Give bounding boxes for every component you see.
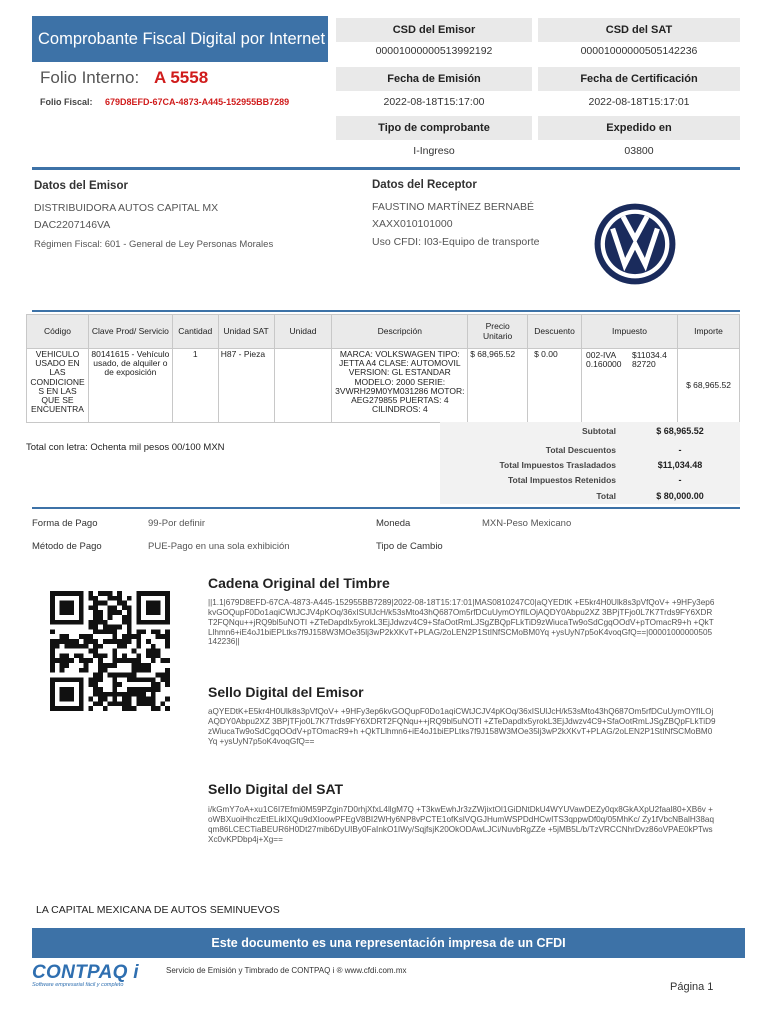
expedido-en-value: 03800	[624, 145, 654, 157]
folio-interno	[40, 68, 208, 88]
total-descuentos-label: Total Descuentos	[545, 445, 616, 455]
col-unidad-sat: Unidad SAT	[218, 315, 274, 349]
sello-emisor-body: aQYEDtK+E5kr4H0Ulk8s3pVfQoV+ +9HFy3ep6kvGOQupF0Do1aqiCWtJCJV4pKOq/36xISUlJcH/k53sMto43hQ687Om5rfDCuUymOYfILOjAQDY0Abpu2XZ 3BPjTFjo0L7K7Trds9FY6XDRT2FQNqu++jRQ9bl5uNOTI +ZTeDapdlx5yrokL3EjJdwzv4C9+SfaOotRmLJSgZBQpFLkTiD9zWiucaTw9oSdCgqOOdV+pTOmacR9+h +QkTLlhmn6+iE4oJ1biEPLtks7f9J158W3MOe35lj3wP2kXKvT+PLAG/2oLEN2P1StINfSCMoBM0Yq +ysUyN7p5oK4voqGfQ==	[208, 707, 716, 746]
fecha-emision-value: 2022-08-18T15:17:00	[383, 96, 485, 108]
header-divider	[32, 167, 740, 170]
total-value: $ 80,000.00	[656, 491, 704, 501]
forma-pago-value: 99-Por definir	[148, 518, 206, 529]
expedido-en-label: Expedido en	[538, 116, 740, 140]
impuesto-monto: $11034.4 82720	[632, 350, 667, 370]
company-footer-name: LA CAPITAL MEXICANA DE AUTOS SEMINUEVOS	[36, 904, 280, 916]
total-retenidos-label: Total Impuestos Retenidos	[508, 475, 616, 485]
impuesto-tipo: 002-IVA 0.160000	[586, 350, 622, 370]
receptor-title: Datos del Receptor	[372, 179, 477, 191]
cell-importe: $ 68,965.52	[678, 349, 740, 423]
col-importe: Importe	[678, 315, 740, 349]
col-codigo: Código	[27, 315, 89, 349]
contpaq-logo-icon	[32, 962, 139, 988]
cadena-original-body: ||1.1|679D8EFD-67CA-4873-A445-152955BB7289|2022-08-18T15:17:01|MAS0810247C0|aQYEDtK +E5kr4H0Ulk8s3pVfQoV+ +9HFy3ep6kvGOQupF0Do1aqiCWtJCJV4pKOq/36xISUlJcH/k53sMto43hQ687Om5rfDCuUymOYfILOjAQDY0Abpu2XZ 3BPjTFjo0L7K7Trds9FY6XDRT2FQNqu++jRQ9bl5uNOTI +ZTeDapdlx5yrokL3EjJdwzv4C9+SfaOotRmLJSgZBQpFLkTiD9zWiucaTw9oSdCgqOOdV+pTOmacR9+h +QkTLlhmn6+iE4oJ1biEPLtks7f9J158W3MOe35lj3wP2kXKvT+PLAG/2oLEN2P1StINfSCMoBM0Yq +ysUyN7p5oK4voqGfQ==|00001000000505142236||	[208, 598, 715, 647]
total-con-letra: Total con letra: Ochenta mil pesos 00/100 MXN	[26, 442, 225, 453]
subtotal-value: $ 68,965.52	[656, 426, 704, 436]
cell-codigo: VEHICULO USADO EN LAS CONDICIONE S EN LAS QUE SE ENCUENTRA	[27, 349, 89, 423]
cell-clave: 80141615 - Vehículo usado, de alquiler o de exposición	[88, 349, 172, 423]
volkswagen-logo-icon	[592, 201, 678, 287]
sello-sat-title: Sello Digital del SAT	[208, 781, 344, 797]
col-clave: Clave Prod/ Servicio	[88, 315, 172, 349]
forma-pago-label: Forma de Pago	[32, 518, 98, 529]
col-impuesto: Impuesto	[582, 315, 678, 349]
total-trasladados-value: $11,034.48	[657, 460, 703, 470]
csd-emisor-value: 00001000000513992192	[375, 45, 493, 57]
cell-descripcion: MARCA: VOLKSWAGEN TIPO: JETTA A4 CLASE: AUTOMOVIL VERSION: GL ESTANDAR MODELO: 2000 SERIE: 3VWRH29M0YM031286 MOTOR: AEG279855 PUERTAS: 4 CILINDROS: 4	[332, 349, 468, 423]
cadena-original-title: Cadena Original del Timbre	[208, 575, 390, 591]
items-header-row	[27, 315, 740, 349]
page-number: Página 1	[670, 981, 714, 993]
cell-impuesto	[582, 349, 678, 423]
total-trasladados-label: Total Impuestos Trasladados	[499, 460, 616, 470]
cfdi-notice-bar: Este documento es una representación impresa de un CFDI	[32, 928, 745, 958]
contpaq-tagline: Software empresarial fácil y completo	[32, 982, 124, 988]
col-precio: Precio Unitario	[468, 315, 528, 349]
metodo-pago-value: PUE-Pago en una sola exhibición	[148, 541, 290, 552]
subtotal-label: Subtotal	[582, 426, 616, 436]
emisor-title: Datos del Emisor	[34, 180, 128, 192]
sello-emisor-title: Sello Digital del Emisor	[208, 684, 364, 700]
contpaq-logo-text: CONTPAQ i	[32, 962, 139, 983]
folio-fiscal	[40, 97, 289, 107]
fecha-certificacion-value: 2022-08-18T15:17:01	[588, 96, 690, 108]
cell-precio: $ 68,965.52	[468, 349, 528, 423]
fecha-certificacion-label: Fecha de Certificación	[538, 67, 740, 91]
csd-sat-value: 00001000000505142236	[580, 45, 698, 57]
csd-sat-label: CSD del SAT	[538, 18, 740, 42]
totals-divider	[32, 507, 740, 509]
csd-emisor-label: CSD del Emisor	[336, 18, 532, 42]
col-cantidad: Cantidad	[172, 315, 218, 349]
items-top-divider	[32, 310, 740, 312]
fecha-emision-label: Fecha de Emisión	[336, 67, 532, 91]
folio-interno-value: A 5558	[153, 68, 209, 87]
cell-cantidad: 1	[172, 349, 218, 423]
tipo-comprobante-value: I-Ingreso	[413, 145, 455, 157]
moneda-value: MXN-Peso Mexicano	[482, 518, 572, 529]
tipo-cambio-label: Tipo de Cambio	[376, 541, 443, 552]
moneda-label: Moneda	[376, 518, 411, 529]
total-label: Total	[596, 491, 616, 501]
document-banner: Comprobante Fiscal Digital por Internet	[32, 16, 328, 62]
emisor-regimen: Régimen Fiscal: 601 - General de Ley Personas Morales	[34, 239, 274, 250]
receptor-rfc: XAXX010101000	[372, 218, 453, 230]
qr-code-icon	[50, 590, 170, 712]
emisor-rfc: DAC2207146VA	[34, 219, 111, 231]
col-descuento: Descuento	[528, 315, 582, 349]
total-retenidos-value: -	[678, 475, 682, 485]
cell-unidad	[274, 349, 332, 423]
receptor-name: FAUSTINO MARTÍNEZ BERNABÉ	[372, 201, 534, 213]
folio-fiscal-label: Folio Fiscal:	[40, 97, 93, 107]
emisor-name: DISTRIBUIDORA AUTOS CAPITAL MX	[34, 202, 219, 214]
receptor-uso-cfdi: Uso CFDI: I03-Equipo de transporte	[372, 236, 540, 248]
service-text: Servicio de Emisión y Timbrado de CONTPAQ i ® www.cfdi.com.mx	[166, 966, 407, 975]
table-row	[27, 349, 740, 423]
cell-descuento: $ 0.00	[528, 349, 582, 423]
col-unidad: Unidad	[274, 315, 332, 349]
tipo-comprobante-label: Tipo de comprobante	[336, 116, 532, 140]
sello-sat-body: i/kGmY7oA+xu1C6I7Efmi0M59PZgin7D0rhjXfxL4llgM7Q +T3kwEwhJr3zZWjixtOl1GiDNtDkU4WYUVawDEZy0qx8GkAXpU2faal80+XB6v +oWBXuoiHhczEtELikIXQu9dXIoowPFEgV8BI2WHy6NP8vPCTE1ofKslVQGJHumWSPDdHCwITS3qppwDf0q/05MhKc/ Zy1fVbcNBalH38aqqm86LCECTiaBEUR6H0Dt27mib6DyUIBy0FaInkO1IWy/SqjfsjK20OkODAwLJCi/NuvbRgZZe +5jMB5L/b/TzVRCCNhrDvz86oVPAE0kPTwsXc0vKPDbp4j+Xg==	[208, 805, 715, 844]
folio-interno-label: Folio Interno:	[40, 68, 140, 87]
items-table	[26, 314, 740, 423]
folio-fiscal-value: 679D8EFD-67CA-4873-A445-152955BB7289	[105, 97, 290, 107]
col-descripcion: Descripción	[332, 315, 468, 349]
cell-unidad-sat: H87 - Pieza	[218, 349, 274, 423]
metodo-pago-label: Método de Pago	[32, 541, 102, 552]
total-descuentos-value: -	[678, 445, 682, 455]
